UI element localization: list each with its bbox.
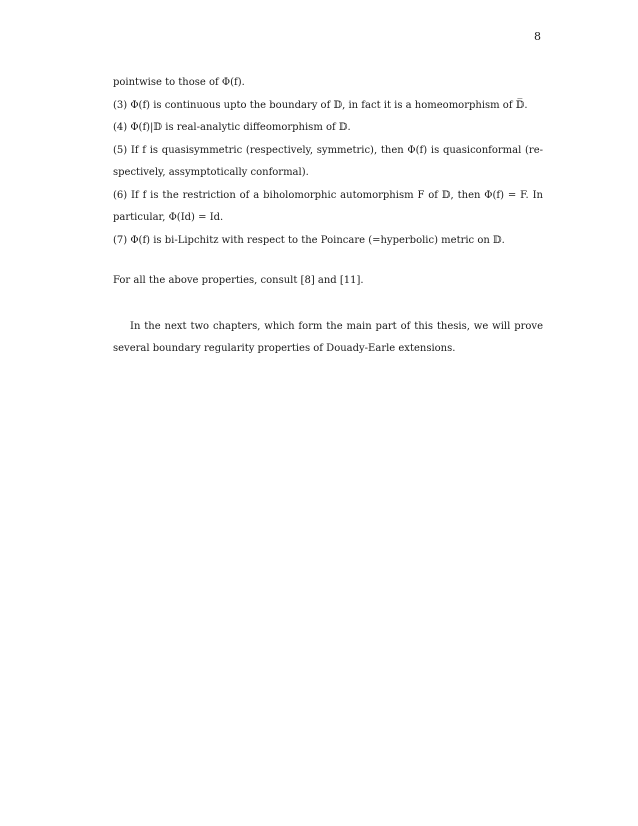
paragraph-line-2: several boundary regularity properties of Douady-Earle extensions. [113,343,456,354]
property-7: (7) Φ(f) is bi-Lipchitz with respect to the Poincare (=hyperbolic) metric on 𝔻. [113,234,505,246]
spacer [113,252,543,270]
continued-line: pointwise to those of Φ(f). [113,77,245,88]
paragraph-line-1: In the next two chapters, which form the main part of this thesis, we will prove [130,320,543,332]
property-4: (4) Φ(f)|𝔻 is real-analytic diffeomorphism of 𝔻. [113,122,351,133]
consult-references: For all the above properties, consult [8] and [11]. [113,275,364,286]
spacer [113,293,543,316]
property-5-line-2: spectively, assymptotically conformal). [113,167,309,178]
page-number: 8 [534,30,541,43]
property-3: (3) Φ(f) is continuous upto the boundary of 𝔻, in fact it is a homeomorphism of 𝔻̅. [113,99,528,111]
property-5-line-1: (5) If f is quasisymmetric (respectively, symmetric), then Φ(f) is quasiconformal (re- [113,144,543,156]
property-6-line-1: (6) If f is the restriction of a biholomorphic automorphism F of 𝔻, then Φ(f) = F. In [113,189,543,201]
property-6-line-2: particular, Φ(Id) = Id. [113,212,224,223]
page-body [113,72,543,361]
